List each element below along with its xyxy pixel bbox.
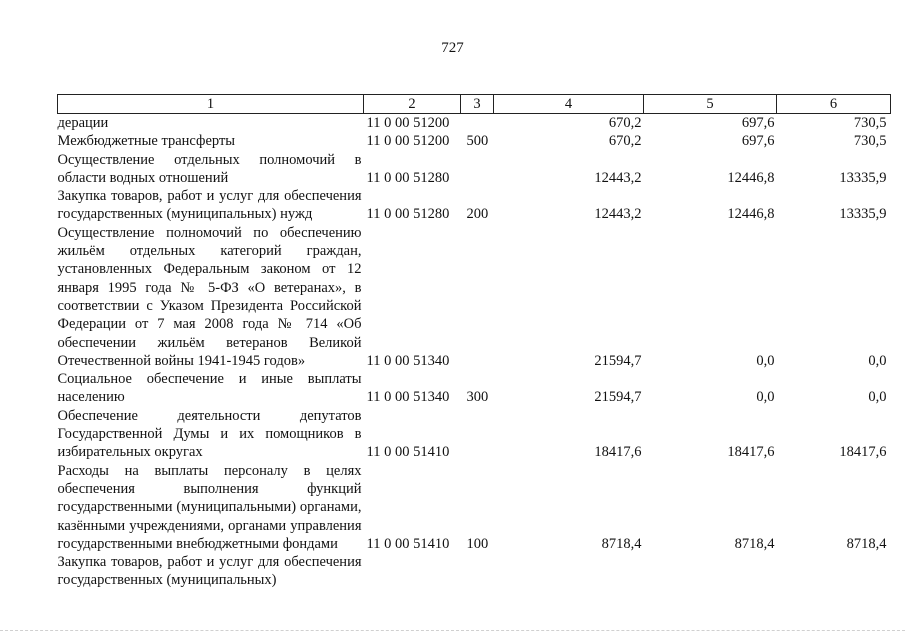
row-code: 11 0 00 51280 <box>366 169 450 186</box>
row-value-col5: 697,6 <box>741 115 775 131</box>
row-value-col4: 21594,7 <box>594 389 642 406</box>
row-code: 11 0 00 51340 <box>366 352 450 369</box>
table-row <box>58 553 891 590</box>
row-value-col6: 0,0 <box>868 352 887 369</box>
header-col-5: 5 <box>644 95 777 114</box>
row-name: Осуществление отдельных полномочий в области водных отношений <box>57 151 362 186</box>
row-name: Социальное обеспечение и иные выплаты населению <box>57 371 362 406</box>
row-expense-type: 100 <box>466 535 489 552</box>
row-code: 11 0 00 51200 <box>366 115 450 131</box>
row-value-col4: 21594,7 <box>594 352 642 369</box>
row-name: Обеспечение деятельности депутатов Государственной Думы и их помощников в избирательных округах <box>57 407 362 461</box>
row-name: Закупка товаров, работ и услуг для обеспечения государственных (муниципальных) нужд <box>57 188 362 223</box>
row-name: Расходы на выплаты персоналу в целях обеспечения выполнения функций государственными (муниципальными) органами, казёнными учреждениями, органами управления государственными внебюджетными фондами <box>57 462 362 552</box>
scan-edge-line <box>0 630 905 631</box>
table-row <box>58 151 891 188</box>
row-expense-type: 200 <box>466 206 489 223</box>
row-expense-type <box>461 224 494 370</box>
table-row <box>58 462 891 553</box>
row-value-col4: 670,2 <box>608 133 642 150</box>
table-row <box>58 132 891 150</box>
row-value-col6: 13335,9 <box>839 206 887 223</box>
row-value-col5: 12446,8 <box>727 206 775 223</box>
row-value-col6: 8718,4 <box>846 535 887 552</box>
row-code: 11 0 00 51410 <box>366 535 450 552</box>
row-code: 11 0 00 51410 <box>366 444 450 461</box>
row-value-col5: 0,0 <box>756 389 775 406</box>
row-expense-type <box>461 114 494 133</box>
header-col-2: 2 <box>364 95 461 114</box>
row-value-col6: 13335,9 <box>839 169 887 186</box>
row-value-col5: 8718,4 <box>734 535 775 552</box>
row-value-col6: 0,0 <box>868 389 887 406</box>
row-code: 11 0 00 51280 <box>366 206 450 223</box>
table-header-row <box>58 95 891 114</box>
table-row <box>58 224 891 370</box>
header-col-4: 4 <box>494 95 644 114</box>
row-expense-type: 300 <box>466 389 489 406</box>
header-col-3: 3 <box>461 95 494 114</box>
row-code: 11 0 00 51200 <box>366 133 450 150</box>
row-value-col5: 0,0 <box>756 352 775 369</box>
row-name: Осуществление полномочий по обеспечению жильём отдельных категорий граждан, установленных Федеральным законом от 12 января 1995 года № 5-ФЗ «О ветеранах», в соответствии с Указом Президента Российской Федерации от 7 мая 2008 года № 714 «Об обеспечении жильём ветеранов Великой Отечественной войны 1941-1945 годов» <box>57 224 362 369</box>
row-name: Закупка товаров, работ и услуг для обеспечения государственных (муниципальных) <box>57 554 362 589</box>
row-value-col5: 18417,6 <box>727 444 775 461</box>
budget-table <box>57 94 891 590</box>
table-row <box>58 114 891 133</box>
row-value-col5: 12446,8 <box>727 169 775 186</box>
row-name: дерации <box>57 115 109 131</box>
row-value-col5: 697,6 <box>741 133 775 150</box>
header-col-1: 1 <box>58 95 364 114</box>
row-expense-type: 500 <box>466 133 489 150</box>
row-name: Межбюджетные трансферты <box>57 133 236 150</box>
row-value-col5 <box>644 553 777 590</box>
row-value-col4 <box>494 553 644 590</box>
table-row <box>58 187 891 224</box>
row-value-col6 <box>777 553 891 590</box>
row-expense-type <box>461 407 494 462</box>
row-value-col4: 18417,6 <box>594 444 642 461</box>
row-code <box>364 553 461 590</box>
page-number: 727 <box>441 40 464 56</box>
row-value-col4: 8718,4 <box>601 535 642 552</box>
row-expense-type <box>461 151 494 188</box>
row-expense-type <box>461 553 494 590</box>
row-value-col4: 670,2 <box>608 115 642 131</box>
header-col-6: 6 <box>777 95 891 114</box>
row-value-col6: 18417,6 <box>839 444 887 461</box>
table-row <box>58 370 891 407</box>
row-value-col6: 730,5 <box>853 133 887 150</box>
row-code: 11 0 00 51340 <box>366 389 450 406</box>
row-value-col6: 730,5 <box>853 115 887 131</box>
row-value-col4: 12443,2 <box>594 169 642 186</box>
row-value-col4: 12443,2 <box>594 206 642 223</box>
table-row <box>58 407 891 462</box>
